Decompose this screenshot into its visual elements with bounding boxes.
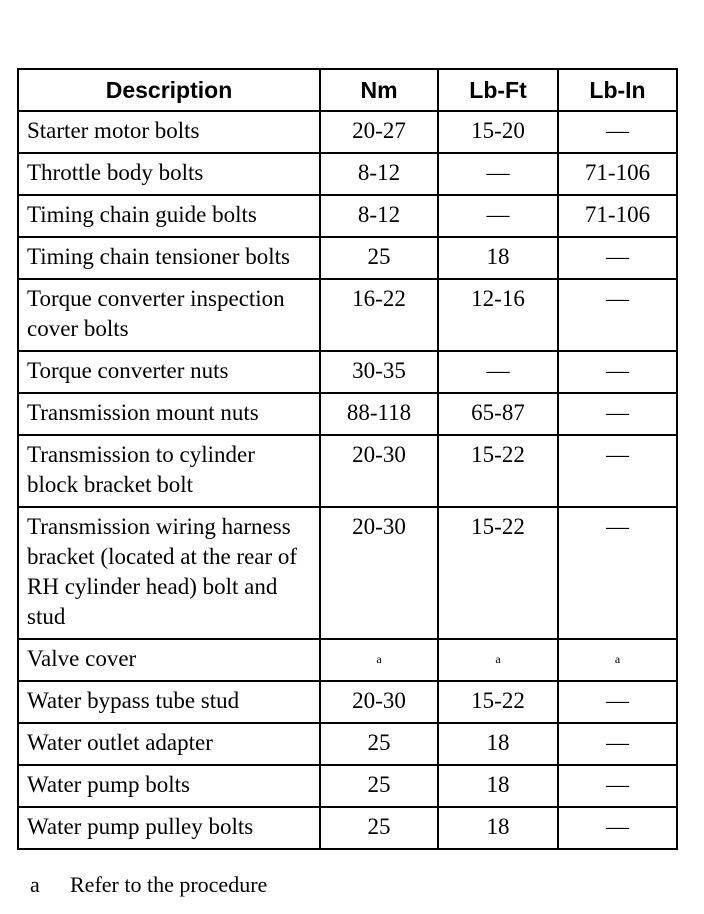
table-row	[18, 681, 677, 723]
table-row	[18, 237, 677, 279]
description-cell: Water outlet adapter	[18, 723, 320, 765]
table-row	[18, 723, 677, 765]
table-row	[18, 765, 677, 807]
table-row	[18, 195, 677, 237]
lb-ft-cell: 12-16	[438, 279, 558, 351]
nm-cell: 25	[320, 807, 438, 849]
lb-in-cell: —	[558, 435, 677, 507]
description-cell: Transmission wiring harness bracket (located at the rear of RH cylinder head) bolt and stud	[18, 507, 320, 639]
header-description: Description	[18, 69, 320, 111]
description-cell: Timing chain tensioner bolts	[18, 237, 320, 279]
footnote-text: Refer to the procedure	[70, 872, 268, 897]
lb-ft-cell: —	[438, 351, 558, 393]
lb-ft-cell: 15-20	[438, 111, 558, 153]
lb-in-cell: —	[558, 351, 677, 393]
nm-cell: 16-22	[320, 279, 438, 351]
lb-ft-cell: 15-22	[438, 507, 558, 639]
nm-cell: 20-27	[320, 111, 438, 153]
table-row	[18, 393, 677, 435]
lb-ft-cell: 18	[438, 237, 558, 279]
table-header-row	[18, 69, 677, 111]
lb-ft-cell: 15-22	[438, 681, 558, 723]
table-row	[18, 351, 677, 393]
nm-cell: 25	[320, 237, 438, 279]
nm-cell: a	[320, 639, 438, 681]
lb-in-cell: —	[558, 681, 677, 723]
lb-in-cell: —	[558, 279, 677, 351]
description-cell: Water pump bolts	[18, 765, 320, 807]
table-row	[18, 153, 677, 195]
lb-ft-cell: a	[438, 639, 558, 681]
nm-cell: 25	[320, 723, 438, 765]
description-cell: Throttle body bolts	[18, 153, 320, 195]
nm-cell: 20-30	[320, 507, 438, 639]
nm-cell: 20-30	[320, 681, 438, 723]
nm-cell: 30-35	[320, 351, 438, 393]
description-cell: Transmission to cylinder block bracket bolt	[18, 435, 320, 507]
header-lb-in: Lb-In	[558, 69, 677, 111]
lb-in-cell: —	[558, 807, 677, 849]
description-cell: Water pump pulley bolts	[18, 807, 320, 849]
lb-ft-cell: 18	[438, 765, 558, 807]
description-cell: Torque converter nuts	[18, 351, 320, 393]
header-nm: Nm	[320, 69, 438, 111]
table-row	[18, 279, 677, 351]
description-cell: Transmission mount nuts	[18, 393, 320, 435]
description-cell: Timing chain guide bolts	[18, 195, 320, 237]
description-cell: Torque converter inspection cover bolts	[18, 279, 320, 351]
table-row	[18, 507, 677, 639]
nm-cell: 88-118	[320, 393, 438, 435]
lb-ft-cell: 15-22	[438, 435, 558, 507]
nm-cell: 20-30	[320, 435, 438, 507]
lb-in-cell: 71-106	[558, 195, 677, 237]
lb-ft-cell: 18	[438, 723, 558, 765]
lb-in-cell: 71-106	[558, 153, 677, 195]
nm-cell: 8-12	[320, 195, 438, 237]
header-lb-ft: Lb-Ft	[438, 69, 558, 111]
table-row	[18, 807, 677, 849]
lb-in-cell: —	[558, 723, 677, 765]
table-row	[18, 111, 677, 153]
lb-ft-cell: —	[438, 195, 558, 237]
nm-cell: 25	[320, 765, 438, 807]
nm-cell: 8-12	[320, 153, 438, 195]
torque-spec-table	[17, 68, 678, 850]
description-cell: Starter motor bolts	[18, 111, 320, 153]
lb-ft-cell: 65-87	[438, 393, 558, 435]
footnote-mark: a	[30, 872, 40, 897]
table-row	[18, 435, 677, 507]
lb-ft-cell: —	[438, 153, 558, 195]
description-cell: Water bypass tube stud	[18, 681, 320, 723]
footnote	[30, 872, 267, 898]
lb-in-cell: —	[558, 507, 677, 639]
lb-in-cell: —	[558, 393, 677, 435]
lb-in-cell: —	[558, 111, 677, 153]
table-row	[18, 639, 677, 681]
lb-in-cell: —	[558, 237, 677, 279]
lb-ft-cell: 18	[438, 807, 558, 849]
description-cell: Valve cover	[18, 639, 320, 681]
lb-in-cell: a	[558, 639, 677, 681]
lb-in-cell: —	[558, 765, 677, 807]
